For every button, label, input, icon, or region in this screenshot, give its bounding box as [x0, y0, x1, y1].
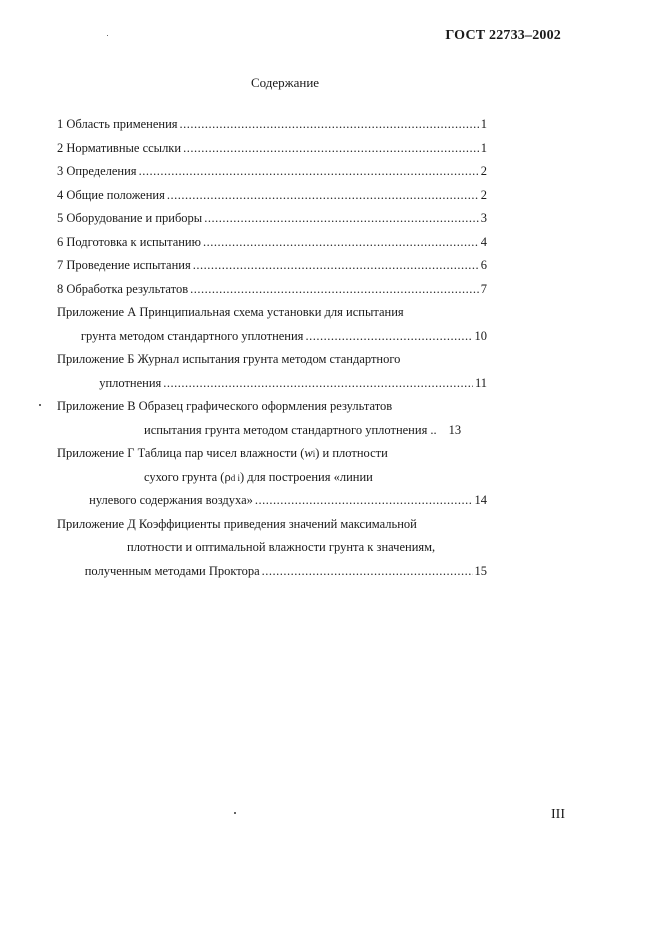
- toc-entry-label: 5 Оборудование и приборы: [57, 211, 203, 225]
- leader-dots: [193, 258, 479, 273]
- leader-dots: [305, 329, 472, 344]
- leader-dots: [204, 211, 479, 226]
- appendix-entry-g[interactable]: [57, 446, 487, 517]
- appendix-line-tail: ) для построения «линии: [239, 469, 373, 484]
- leader-dots: [190, 282, 479, 297]
- appendix-line: нулевого содержания воздуха»: [89, 493, 253, 507]
- appendix-line: уплотнения: [99, 375, 162, 390]
- toc-entry[interactable]: [57, 282, 487, 306]
- toc-entry-label: 3 Определения: [57, 164, 137, 178]
- toc-entry[interactable]: [57, 141, 487, 165]
- toc-entry-label: 2 Нормативные ссылки: [57, 140, 182, 155]
- leader-dots: [139, 164, 479, 179]
- toc-entry-page: 6: [480, 258, 487, 272]
- toc-entry-label: 8 Обработка результатов: [57, 281, 189, 296]
- leader-dots: [203, 235, 479, 250]
- toc-entry[interactable]: [57, 188, 487, 212]
- leader-dots: [255, 493, 473, 508]
- appendix-page: 10: [474, 328, 487, 343]
- appendix-page: 11: [474, 375, 487, 390]
- toc-entry-page: 3: [480, 211, 487, 225]
- appendix-line: полученным методами Проктора: [84, 563, 260, 578]
- appendix-entry-d[interactable]: [57, 517, 487, 588]
- appendix-heading: Приложение Г Таблица пар чисел влажности (: [57, 446, 305, 460]
- page-number: III: [551, 807, 565, 822]
- scan-speck: [234, 812, 236, 814]
- appendix-line: грунта методом стандартного уплотнения: [80, 328, 304, 343]
- leader-dots: [180, 117, 479, 132]
- toc-entry-page: 1: [480, 117, 487, 131]
- toc-entry[interactable]: [57, 235, 487, 259]
- appendix-page: 14: [474, 493, 487, 507]
- page-title: Содержание: [250, 75, 320, 90]
- table-of-contents: [57, 117, 487, 587]
- appendix-page: 15: [474, 563, 487, 578]
- leader-dots: [163, 376, 473, 391]
- toc-entry-page: 4: [480, 234, 487, 249]
- scan-speck: [107, 35, 108, 36]
- standard-number: ГОСТ 22733–2002: [445, 28, 561, 43]
- appendix-heading: Приложение В Образец графического оформления результатов: [57, 399, 393, 413]
- appendix-line: испытания грунта методом стандартного уплотнения: [144, 422, 428, 437]
- toc-entry[interactable]: [57, 164, 487, 188]
- appendix-entry-b[interactable]: [57, 352, 487, 399]
- toc-entry[interactable]: [57, 117, 487, 141]
- appendix-heading: Приложение Д Коэффициенты приведения значений максимальной: [57, 516, 417, 531]
- appendix-page: 13: [448, 422, 462, 437]
- density-subscript: d i: [230, 472, 240, 483]
- appendix-entry-v[interactable]: [57, 399, 487, 446]
- appendix-entry-a[interactable]: [57, 305, 487, 352]
- moisture-symbol: w: [304, 446, 313, 460]
- leader-dots: [183, 141, 479, 156]
- toc-entry-label: 1 Область применения: [57, 117, 178, 131]
- toc-entry-label: 6 Подготовка к испытанию: [57, 234, 201, 249]
- toc-entry-label: 7 Проведение испытания: [57, 258, 191, 272]
- scan-speck: [39, 404, 41, 406]
- toc-entry[interactable]: [57, 258, 487, 282]
- leader-dots: [167, 188, 479, 203]
- appendix-heading-tail: ) и плотности: [315, 446, 388, 460]
- leader-dots: [262, 564, 473, 579]
- appendix-heading: Приложение Б Журнал испытания грунта методом стандартного: [57, 352, 401, 366]
- leader-dots: ..: [430, 422, 437, 437]
- appendix-line: сухого грунта (: [144, 469, 225, 484]
- toc-entry-page: 1: [480, 140, 487, 155]
- appendix-heading: Приложение А Принципиальная схема установки для испытания: [57, 305, 404, 319]
- toc-entry-page: 7: [480, 281, 487, 296]
- moisture-subscript: i: [312, 449, 316, 459]
- toc-entry-label: 4 Общие положения: [57, 187, 165, 202]
- density-symbol: ρ: [224, 469, 231, 484]
- toc-entry-page: 2: [480, 187, 487, 202]
- toc-entry[interactable]: [57, 211, 487, 235]
- toc-entry-page: 2: [480, 164, 487, 178]
- appendix-line: плотности и оптимальной влажности грунта к значениям,: [127, 540, 436, 554]
